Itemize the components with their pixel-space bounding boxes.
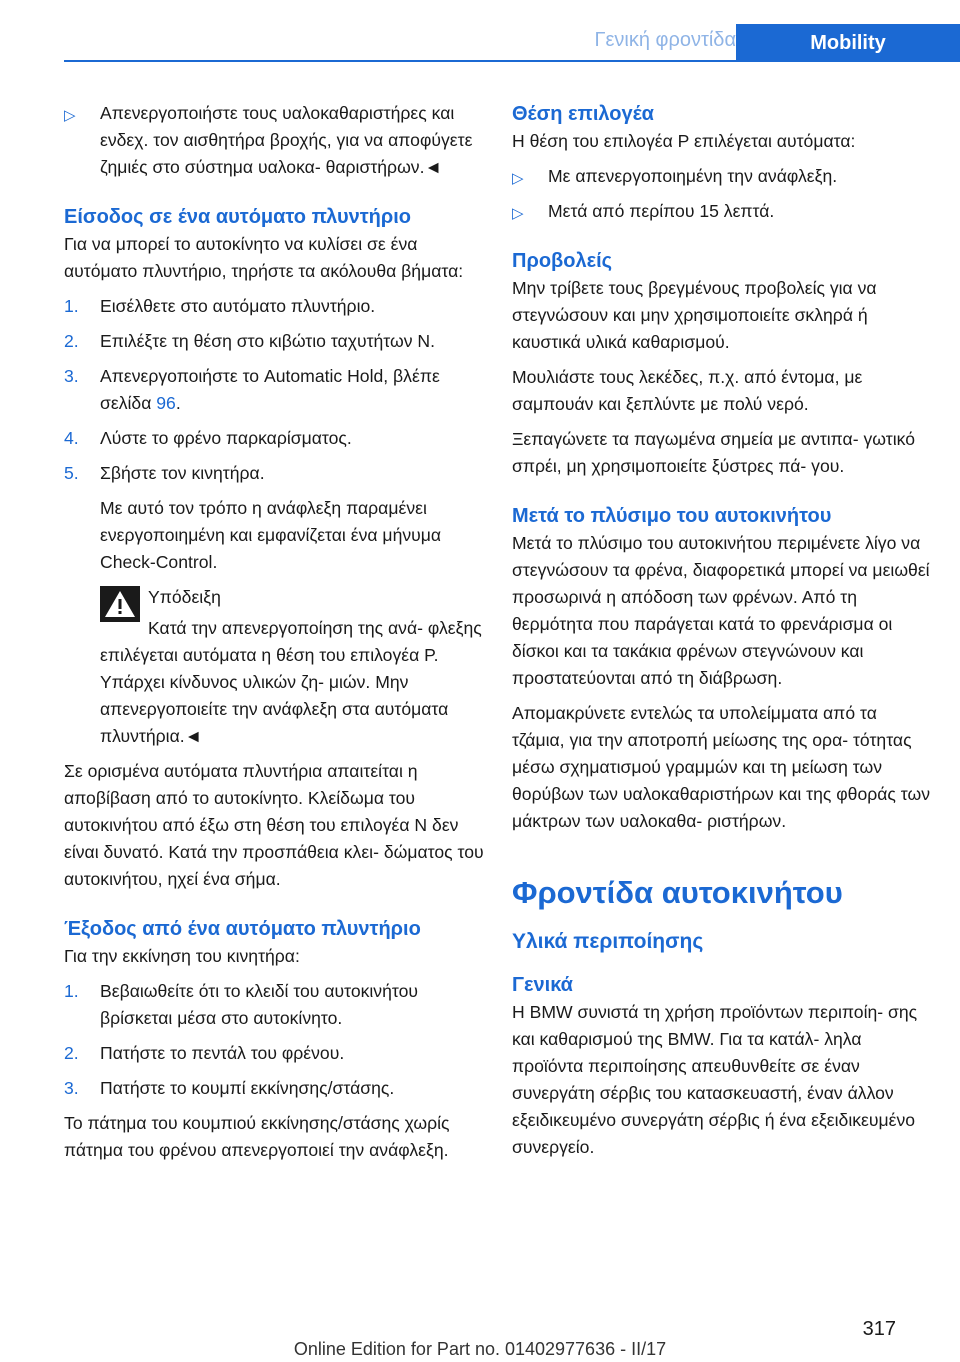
paragraph: Μουλιάστε τους λεκέδες, π.χ. από έντομα, με σαμπουάν και ξεπλύντε με πολύ νερό. <box>512 367 863 414</box>
step-detail <box>64 495 484 576</box>
warning-note <box>64 584 484 750</box>
entry-intro: Για να μπορεί το αυτοκίνητο να κυλίσει σε ένα αυτόματο πλυντήριο, τηρήστε τα ακόλουθα βήματα: <box>64 234 464 281</box>
tab-mobility[interactable]: Mobility <box>736 24 960 62</box>
page-number: 317 <box>862 1318 896 1340</box>
paragraph: Σε ορισμένα αυτόματα πλυντήρια απαιτείται η αποβίβαση από το αυτοκίνητο. Κλείδωμα του αυτοκινήτου από έξω στη θέση του επιλογέα N δεν είναι δυνατό. Κατά την προσπάθεια κλει‐ δώματος του αυτοκινήτου, ηχεί ένα σήμα. <box>64 761 484 889</box>
paragraph: Ξεπαγώνετε τα παγωμένα σημεία με αντιπα‐ γωτικό σπρέι, μη χρησιμοποιείτε ξύστρες πά‐ γου. <box>512 429 915 476</box>
step-number: 2. <box>64 331 79 351</box>
triangle-bullet-icon: ▷ <box>512 205 524 222</box>
paragraph: Η BMW συνιστά τη χρήση προϊόντων περιποίη‐ σης και καθαρισμού της BMW. Για τα κατάλ‐ ληλα προϊόντα περιποίησης απευθυνθείτε σε έναν συνεργάτη σέρβις του κατασκευαστή, έναν άλλον εξειδικευμένο συνεργάτη σέρβις ή ένα εξειδικευμένο συνεργείο. <box>512 1002 918 1157</box>
step-detail-text: Με αυτό τον τρόπο η ανάφλεξη παραμένει ενεργοποιημένη και εμφανίζεται ένα μήνυμα Check-Control. <box>100 498 442 572</box>
step-text: Πατήστε το πεντάλ του φρένου. <box>100 1043 345 1063</box>
note-body: Κατά την απενεργοποίηση της ανά‐ φλεξης επιλέγεται αυτόματα η θέση του επιλογέα P. Υπάρχει κίνδυνος υλικών ζη‐ μιών. Μην απενεργοποιείτε την ανάφλεξη στα αυτόματα πλυντήρια.◄ <box>100 618 482 746</box>
exit-intro: Για την εκκίνηση του κινητήρα: <box>64 946 300 966</box>
triangle-bullet-icon: ▷ <box>512 170 524 187</box>
step-number: 5. <box>64 463 79 483</box>
bullet-item <box>64 100 484 181</box>
chapter-heading-car-care: Φροντίδα αυτοκινήτου <box>512 875 843 910</box>
step-number: 1. <box>64 296 79 316</box>
step-text: Πατήστε το κουμπί εκκίνησης/στάσης. <box>100 1078 395 1098</box>
exit-step-item <box>64 1040 484 1067</box>
bullet-item <box>512 198 932 225</box>
step-item <box>64 293 484 320</box>
step-item <box>64 328 484 355</box>
step-text: Απενεργοποιήστε το Automatic Hold, βλέπε σελίδα <box>100 366 440 413</box>
paragraph: Απομακρύνετε εντελώς τα υπολείμματα από τα τζάμια, για την αποτροπή μείωσης της ορα‐ τότητας μέσω σχηματισμού γραμμών και τη μείωση των θορύβων των υαλοκαθαριστήρων και της φθοράς των μάκτρων των υαλοκαθα‐ ριστήρων. <box>512 703 931 831</box>
exit-step-item <box>64 978 484 1032</box>
note-title: Υπόδειξη <box>148 587 221 607</box>
step-number: 1. <box>64 981 79 1001</box>
step-number: 4. <box>64 428 79 448</box>
paragraph: Μετά το πλύσιμο του αυτοκινήτου περιμένετε λίγο να στεγνώσουν τα φρένα, διαφορετικά μπορεί να μειωθεί προσωρινά η απόδοση των φρένων. Από τη θερμότητα που παράγεται κατά το φρενάρισμα οι δίσκοι και τα τακάκια φρένων στεγνώνουν και προστατεύονται από τη διάβρωση. <box>512 533 930 688</box>
selector-intro: Η θέση του επιλογέα P επιλέγεται αυτόματα: <box>512 131 856 151</box>
step-text: Λύστε το φρένο παρκαρίσματος. <box>100 428 352 448</box>
section-heading-lights: Προβολείς <box>512 250 613 272</box>
paragraph: Το πάτημα του κουμπιού εκκίνησης/στάσης χωρίς πάτημα του φρένου απενεργοποιεί την ανάφλεξη. <box>64 1113 450 1160</box>
section-heading-products: Υλικά περιποίησης <box>512 930 704 953</box>
warning-triangle-icon <box>100 586 140 622</box>
section-heading-entry: Είσοδος σε ένα αυτόματο πλυντήριο <box>64 206 412 228</box>
paragraph: Μην τρίβετε τους βρεγμένους προβολείς για να στεγνώσουν και μην χρησιμοποιείτε σκληρά ή καυστικά υλικά καθαρισμού. <box>512 278 877 352</box>
step-number: 3. <box>64 1078 79 1098</box>
step-text: Σβήστε τον κινητήρα. <box>100 463 265 483</box>
step-number: 3. <box>64 366 79 386</box>
section-heading-after-wash: Μετά το πλύσιμο του αυτοκινήτου <box>512 505 832 527</box>
bullet-text: Απενεργοποιήστε τους υαλοκαθαριστήρες και ενδεχ. τον αισθητήρα βροχής, για να αποφύγετε ζημιές στο σύστημα υαλοκα‐ θαριστήρων.◄ <box>100 103 473 177</box>
step-text: Εισέλθετε στο αυτόματο πλυντήριο. <box>100 296 376 316</box>
step-text: Επιλέξτε τη θέση στο κιβώτιο ταχυτήτων N. <box>100 331 436 351</box>
bullet-text: Με απενεργοποιημένη την ανάφλεξη. <box>548 166 838 186</box>
section-heading-selector: Θέση επιλογέα <box>512 103 654 125</box>
bullet-text: Μετά από περίπου 15 λεπτά. <box>548 201 775 221</box>
step-item <box>64 460 484 487</box>
section-heading-exit: Έξοδος από ένα αυτόματο πλυντήριο <box>64 918 421 940</box>
triangle-bullet-icon: ▷ <box>64 107 76 124</box>
header-rule <box>64 60 960 62</box>
left-column <box>64 100 484 1172</box>
right-column <box>512 100 932 1169</box>
step-text: Βεβαιωθείτε ότι το κλειδί του αυτοκινήτου βρίσκεται μέσα στο αυτοκίνητο. <box>100 981 418 1028</box>
section-heading-general: Γενικά <box>512 974 573 996</box>
step-tail: . <box>175 393 181 413</box>
step-item <box>64 425 484 452</box>
edition-footer: Online Edition for Part no. 01402977636 - II/17 <box>293 1339 667 1359</box>
bullet-item <box>512 163 932 190</box>
exit-step-item <box>64 1075 484 1102</box>
page-link[interactable]: 96 <box>156 393 176 413</box>
step-number: 2. <box>64 1043 79 1063</box>
tab-general-care[interactable]: Γενική φροντίδα <box>594 29 736 51</box>
page-header <box>64 24 960 62</box>
step-item <box>64 363 484 417</box>
